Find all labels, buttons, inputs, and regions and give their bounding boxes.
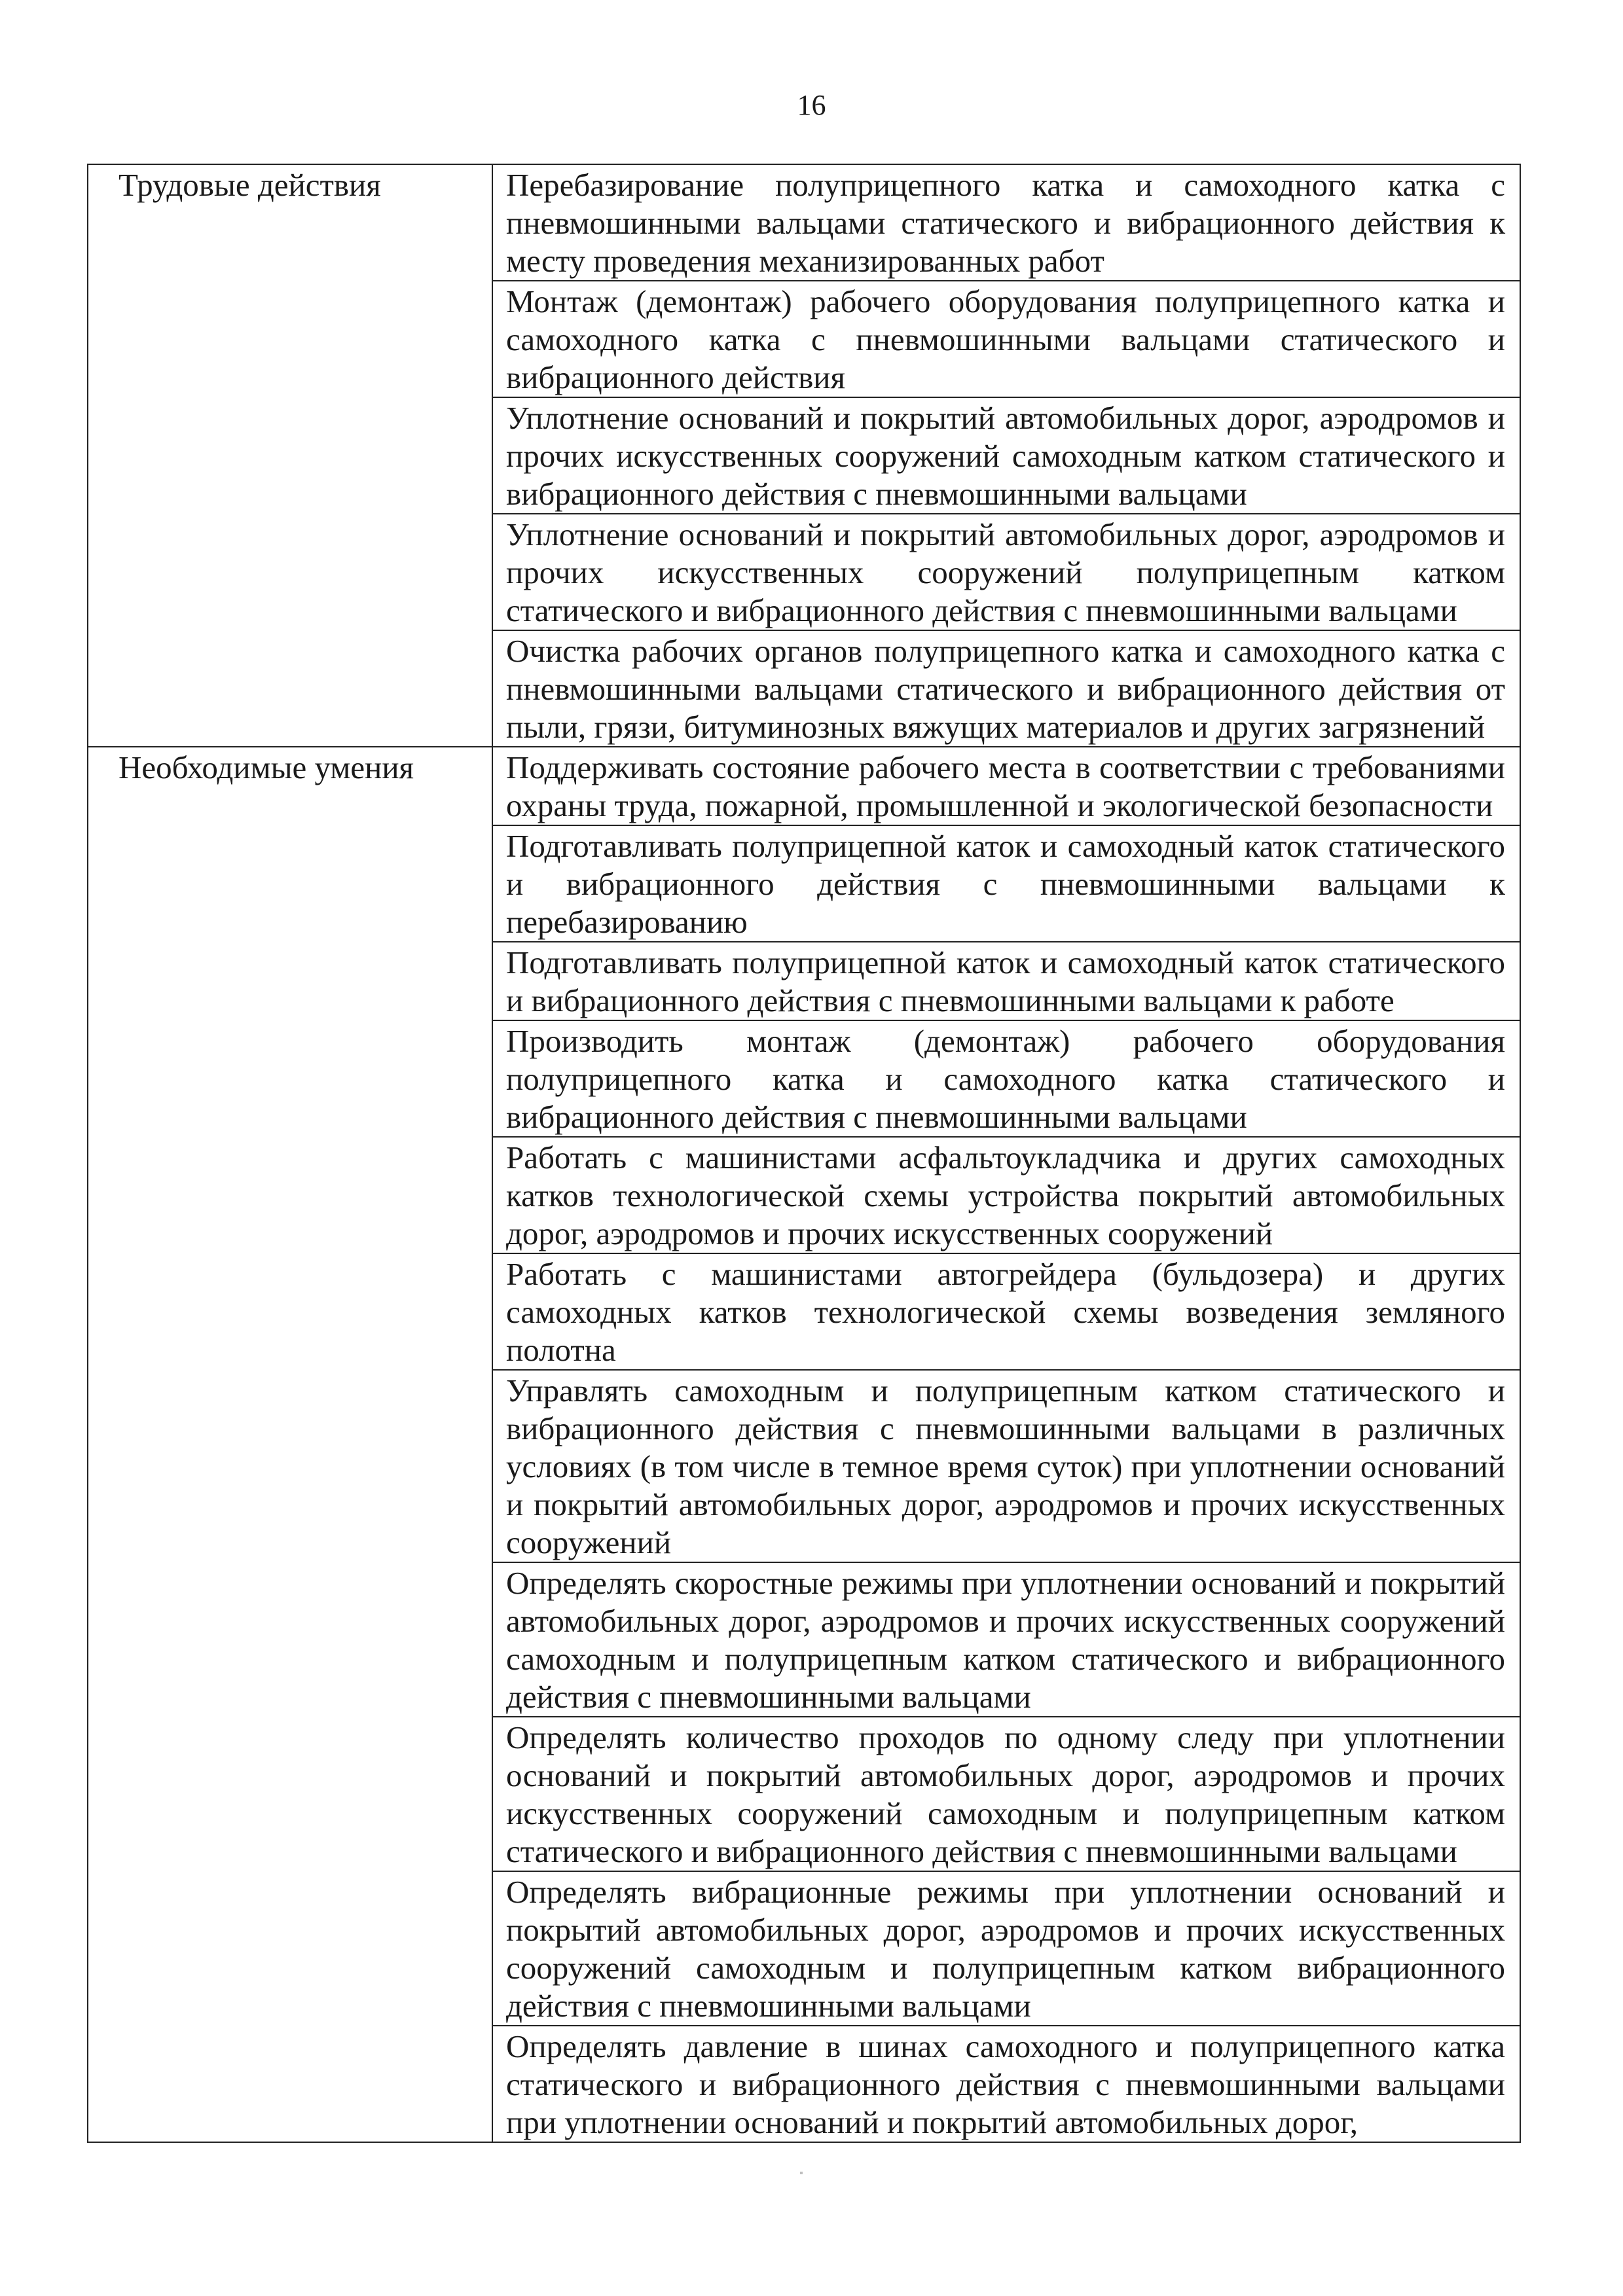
scan-speck xyxy=(800,2172,803,2174)
page-number: 16 xyxy=(797,89,826,121)
table-cell: Определять скоростные режимы при уплотнении оснований и покрытий автомобильных дорог, аэродромов и прочих искусственных сооружений самоходным и полуприцепным катком статического и вибрационного действия с пневмошинными вальцами xyxy=(492,1562,1520,1717)
table-cell: Управлять самоходным и полуприцепным катком статического и вибрационного действия с пневмошинными вальцами в различных условиях (в том числе в темное время суток) при уплотнении оснований и покрытий автомобильных дорог, аэродромов и прочих искусственных сооружений xyxy=(492,1370,1520,1562)
section-label-required-skills: Необходимые умения xyxy=(88,747,492,2142)
table-cell: Уплотнение оснований и покрытий автомобильных дорог, аэродромов и прочих искусственных сооружений полуприцепным катком статического и вибрационного действия с пневмошинными вальцами xyxy=(492,514,1520,630)
table-cell: Производить монтаж (демонтаж) рабочего оборудования полуприцепного катка и самоходного катка статического и вибрационного действия с пневмошинными вальцами xyxy=(492,1020,1520,1137)
section-label-labor-actions: Трудовые действия xyxy=(88,164,492,747)
table-cell: Уплотнение оснований и покрытий автомобильных дорог, аэродромов и прочих искусственных сооружений самоходным катком статического и вибрационного действия с пневмошинными вальцами xyxy=(492,397,1520,514)
table-cell: Очистка рабочих органов полуприцепного катка и самоходного катка с пневмошинными вальцами статического и вибрационного действия от пыли, грязи, битуминозных вяжущих материалов и других загрязнений xyxy=(492,630,1520,747)
table-cell: Определять давление в шинах самоходного и полуприцепного катка статического и вибрационного действия с пневмошинными вальцами при уплотнении оснований и покрытий автомобильных дорог, xyxy=(492,2026,1520,2142)
table-row xyxy=(88,164,1520,281)
table-cell: Поддерживать состояние рабочего места в соответствии с требованиями охраны труда, пожарной, промышленной и экологической безопасности xyxy=(492,747,1520,825)
table-row xyxy=(88,747,1520,825)
table-cell: Работать с машинистами асфальтоукладчика и других самоходных катков технологической схемы устройства покрытий автомобильных дорог, аэродромов и прочих искусственных сооружений xyxy=(492,1137,1520,1253)
table-cell: Подготавливать полуприцепной каток и самоходный каток статического и вибрационного действия с пневмошинными вальцами к перебазированию xyxy=(492,825,1520,942)
table-cell: Определять количество проходов по одному следу при уплотнении оснований и покрытий автомобильных дорог, аэродромов и прочих искусственных сооружений самоходным и полуприцепным катком статического и вибрационного действия с пневмошинными вальцами xyxy=(492,1717,1520,1871)
table-cell: Подготавливать полуприцепной каток и самоходный каток статического и вибрационного действия с пневмошинными вальцами к работе xyxy=(492,942,1520,1020)
table-cell: Монтаж (демонтаж) рабочего оборудования полуприцепного катка и самоходного катка с пневмошинными вальцами статического и вибрационного действия xyxy=(492,281,1520,397)
table-cell: Работать с машинистами автогрейдера (бульдозера) и других самоходных катков технологической схемы возведения земляного полотна xyxy=(492,1253,1520,1370)
table-cell: Определять вибрационные режимы при уплотнении оснований и покрытий автомобильных дорог, аэродромов и прочих искусственных сооружений самоходным и полуприцепным катком вибрационного действия с пневмошинными вальцами xyxy=(492,1871,1520,2026)
competency-table xyxy=(87,164,1521,2143)
table-cell: Перебазирование полуприцепного катка и самоходного катка с пневмошинными вальцами статического и вибрационного действия к месту проведения механизированных работ xyxy=(492,164,1520,281)
